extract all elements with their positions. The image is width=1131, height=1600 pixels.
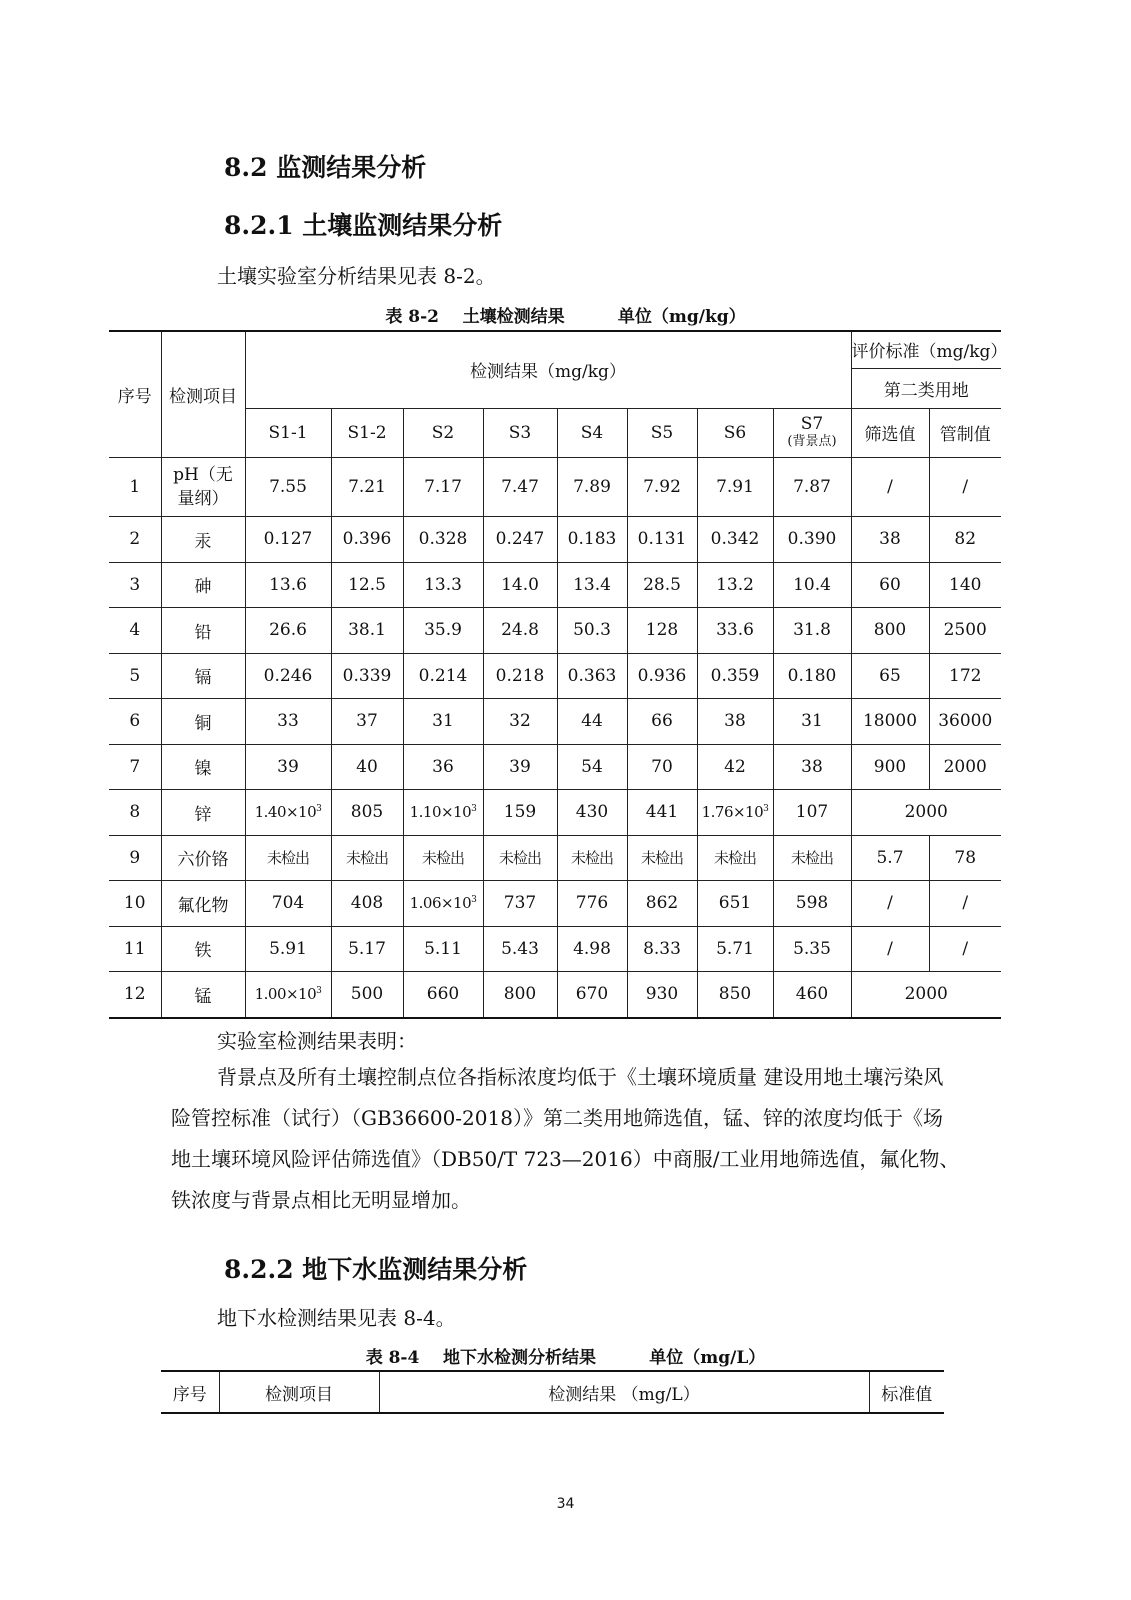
row-value: 7.91 [697,457,773,516]
header-control: 管制值 [929,408,1001,457]
table-row [109,516,1001,562]
section-heading-8-2-1: 8.2.1 土壤监测结果分析 [224,211,503,240]
row-value: 5.11 [403,926,483,971]
row-item: 砷 [161,562,245,607]
row-value: 未检出 [627,835,697,880]
row-value: $1.10\times 10^3$ [403,789,483,835]
row-value: 未检出 [331,835,403,880]
row-value: 7.55 [245,457,331,516]
header-s5: S5 [627,408,697,457]
row-item: 锌 [161,789,245,835]
row-seq: 9 [109,835,161,880]
row-seq: 7 [109,744,161,789]
row-value: 10.4 [773,562,851,607]
row-value: 800 [483,971,557,1018]
row-value: 50.3 [557,607,627,653]
row-item: 氟化物 [161,880,245,926]
table-row [109,880,1001,926]
header-s3: S3 [483,408,557,457]
row-value: 13.3 [403,562,483,607]
row-screen: 900 [851,744,929,789]
row-item: 汞 [161,516,245,562]
soil-intro-text: 土壤实验室分析结果见表 8-2。 [217,264,496,288]
row-value: 35.9 [403,607,483,653]
row-value: 40 [331,744,403,789]
row-value: 42 [697,744,773,789]
row-control: 36000 [929,698,1001,744]
row-value: 128 [627,607,697,653]
row-value: 38.1 [331,607,403,653]
row-value: 7.89 [557,457,627,516]
row-value: 未检出 [773,835,851,880]
row-value: 7.92 [627,457,697,516]
row-value: $1.40\times 10^3$ [245,789,331,835]
row-value: 737 [483,880,557,926]
header-item: 检测项目 [161,331,245,457]
row-value: 0.218 [483,653,557,698]
header-results: 检测结果（mg/kg） [245,331,851,408]
row-value: 38 [773,744,851,789]
row-value: 未检出 [483,835,557,880]
row-value: 5.91 [245,926,331,971]
table-row [109,562,1001,607]
row-value: $1.06\times 10^3$ [403,880,483,926]
row-value: 776 [557,880,627,926]
result-intro: 实验室检测结果表明： [217,1029,417,1053]
table-row [109,653,1001,698]
row-value: 850 [697,971,773,1018]
header-landuse: 第二类用地 [851,368,1001,408]
row-seq: 12 [109,971,161,1018]
row-screen: 60 [851,562,929,607]
soil-table-body [109,457,1001,1018]
header-s2: S2 [403,408,483,457]
row-standard-merged: 2000 [851,971,1001,1018]
row-value: 5.71 [697,926,773,971]
row-value: 13.4 [557,562,627,607]
row-value: 未检出 [245,835,331,880]
row-value: 0.247 [483,516,557,562]
row-control: / [929,926,1001,971]
row-value: 0.131 [627,516,697,562]
table-row [109,835,1001,880]
row-control: 78 [929,835,1001,880]
row-value: 39 [483,744,557,789]
row-value: 31.8 [773,607,851,653]
row-value: 805 [331,789,403,835]
row-control: / [929,457,1001,516]
header-s6: S6 [697,408,773,457]
row-value: 4.98 [557,926,627,971]
row-value: 26.6 [245,607,331,653]
row-value: 66 [627,698,697,744]
row-value: 159 [483,789,557,835]
result-paragraph [171,1057,961,1221]
header-standard: 评价标准（mg/kg） [851,331,1001,368]
groundwater-results-table [161,1370,944,1414]
row-standard-merged: 2000 [851,789,1001,835]
row-value: 460 [773,971,851,1018]
row-value: 14.0 [483,562,557,607]
row-value: 7.17 [403,457,483,516]
row-value: 39 [245,744,331,789]
row-value: 0.936 [627,653,697,698]
row-value: 8.33 [627,926,697,971]
row-screen: 5.7 [851,835,929,880]
row-value: 12.5 [331,562,403,607]
row-control: / [929,880,1001,926]
table-row [109,971,1001,1018]
header-s1-2: S1-2 [331,408,403,457]
gw-header-results: 检测结果 （mg/L） [379,1371,869,1413]
gw-header-seq: 序号 [161,1371,219,1413]
row-value: 13.2 [697,562,773,607]
row-screen: / [851,457,929,516]
row-value: 0.180 [773,653,851,698]
row-value: 930 [627,971,697,1018]
row-value: 0.342 [697,516,773,562]
row-value: 441 [627,789,697,835]
row-value: 0.214 [403,653,483,698]
row-seq: 5 [109,653,161,698]
row-item: 镍 [161,744,245,789]
table-row [109,698,1001,744]
table-row [109,926,1001,971]
row-control: 140 [929,562,1001,607]
row-item: 铁 [161,926,245,971]
row-value: 598 [773,880,851,926]
row-screen: / [851,880,929,926]
row-value: 660 [403,971,483,1018]
row-value: 0.396 [331,516,403,562]
table-row [109,457,1001,516]
row-value: 408 [331,880,403,926]
result-paragraph-text: 背景点及所有土壤控制点位各指标浓度均低于《土壤环境质量 建设用地土壤污染风险管控标准（试行）（GB36600-2018）》第二类用地筛选值，锰、锌的浓度均低于《场地土壤环境风险评估筛选值》（DB50/T 723—2016）中商服/工业用地筛选值，氟化物、铁浓度与背景点相比无明显增加。 [171,1065,960,1212]
soil-results-table [109,330,1008,1019]
header-s7 [773,408,851,457]
row-value: 0.390 [773,516,851,562]
table-row [109,789,1001,835]
gw-header-standard: 标准值 [869,1371,944,1413]
row-value: 未检出 [697,835,773,880]
section-heading-8-2: 8.2 监测结果分析 [224,153,427,182]
row-screen: 800 [851,607,929,653]
row-value: 704 [245,880,331,926]
header-s1-1: S1-1 [245,408,331,457]
row-value: 31 [773,698,851,744]
table-row [109,607,1001,653]
row-seq: 6 [109,698,161,744]
row-value: 500 [331,971,403,1018]
row-item: 锰 [161,971,245,1018]
row-value: 0.183 [557,516,627,562]
row-value: 0.359 [697,653,773,698]
row-value: 36 [403,744,483,789]
row-value: 70 [627,744,697,789]
row-value: 31 [403,698,483,744]
row-value: 651 [697,880,773,926]
header-screen: 筛选值 [851,408,929,457]
row-item: pH（无量纲） [161,457,245,516]
row-value: 0.127 [245,516,331,562]
row-screen: 65 [851,653,929,698]
row-value: 7.21 [331,457,403,516]
water-intro-text: 地下水检测结果见表 8-4。 [217,1306,456,1330]
row-value: 33 [245,698,331,744]
row-seq: 2 [109,516,161,562]
row-value: 0.246 [245,653,331,698]
row-value: 13.6 [245,562,331,607]
row-seq: 8 [109,789,161,835]
row-item: 铜 [161,698,245,744]
header-seq: 序号 [109,331,161,457]
row-value: 32 [483,698,557,744]
table-row [109,744,1001,789]
row-value: 7.47 [483,457,557,516]
row-value: 44 [557,698,627,744]
row-control: 82 [929,516,1001,562]
row-control: 2000 [929,744,1001,789]
row-value: 5.35 [773,926,851,971]
row-control: 172 [929,653,1001,698]
row-value: 0.339 [331,653,403,698]
table-8-4-caption: 表 8-4 地下水检测分析结果 单位（mg/L） [365,1348,766,1368]
row-value: 107 [773,789,851,835]
section-heading-8-2-2: 8.2.2 地下水监测结果分析 [224,1255,528,1284]
row-value: 7.87 [773,457,851,516]
table-8-2-caption: 表 8-2 土壤检测结果 单位（mg/kg） [385,307,746,327]
row-value: 5.17 [331,926,403,971]
row-value: $1.00\times 10^3$ [245,971,331,1018]
row-value: 28.5 [627,562,697,607]
row-seq: 4 [109,607,161,653]
row-value: 未检出 [403,835,483,880]
row-value: 0.363 [557,653,627,698]
row-value: 未检出 [557,835,627,880]
header-s7-note: (背景点) [787,433,837,449]
row-screen: / [851,926,929,971]
row-value: 38 [697,698,773,744]
row-value: 5.43 [483,926,557,971]
row-seq: 1 [109,457,161,516]
row-value: 430 [557,789,627,835]
row-value: 54 [557,744,627,789]
row-value: 862 [627,880,697,926]
page-number: 34 [556,1496,575,1512]
header-s7-label: S7 [800,413,824,434]
row-value: 24.8 [483,607,557,653]
row-item: 铅 [161,607,245,653]
row-value: 0.328 [403,516,483,562]
row-item: 镉 [161,653,245,698]
row-screen: 18000 [851,698,929,744]
row-seq: 3 [109,562,161,607]
row-value: 33.6 [697,607,773,653]
row-control: 2500 [929,607,1001,653]
row-screen: 38 [851,516,929,562]
row-value: 37 [331,698,403,744]
gw-header-item: 检测项目 [219,1371,379,1413]
row-value: 670 [557,971,627,1018]
row-item: 六价铬 [161,835,245,880]
row-seq: 11 [109,926,161,971]
row-seq: 10 [109,880,161,926]
row-value: $1.76\times 10^3$ [697,789,773,835]
header-s4: S4 [557,408,627,457]
